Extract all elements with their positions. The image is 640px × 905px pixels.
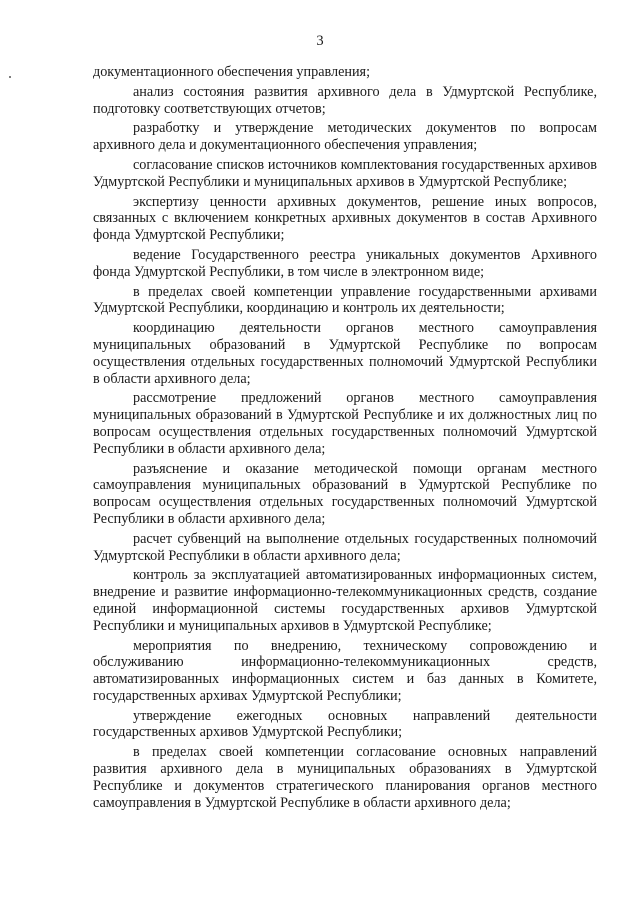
paragraph: анализ состояния развития архивного дела в Удмуртской Республике, подготовку соответствующих отчетов; [93, 83, 597, 117]
paragraph-continuation: документационного обеспечения управления; [93, 64, 371, 80]
paragraph: мероприятия по внедрению, техническому сопровождению и обслуживанию информационно-телекоммуникационных средств, автоматизированных информационных систем и баз данных в Комитете, государственных архивах Удмуртской Республики; [93, 637, 597, 704]
paragraph: согласование списков источников комплектования государственных архивов Удмуртской Республики и муниципальных архивов в Удмуртской Республике; [93, 156, 597, 190]
paragraph: ведение Государственного реестра уникальных документов Архивного фонда Удмуртской Республики, в том числе в электронном виде; [93, 246, 597, 280]
paragraph: рассмотрение предложений органов местного самоуправления муниципальных образований в Удмуртской Республике и их должностных лиц по вопросам осуществления отдельных государственных полномочий Удмуртской Республики в области архивного дела; [93, 390, 597, 457]
paragraph: экспертизу ценности архивных документов, решение иных вопросов, связанных с включением конкретных архивных документов в состав Архивного фонда Удмуртской Республики; [93, 193, 597, 244]
body-text [93, 64, 597, 814]
paragraph: расчет субвенций на выполнение отдельных государственных полномочий Удмуртской Республики в области архивного дела; [93, 530, 597, 564]
paragraph: контроль за эксплуатацией автоматизированных информационных систем, внедрение и развитие информационно-телекоммуникационных средств, создание единой информационной системы государственных архивов Удмуртской Республики и муниципальных архивов в Удмуртской Республике; [93, 567, 597, 634]
paragraph: разработку и утверждение методических документов по вопросам архивного дела и документационного обеспечения управления; [93, 120, 597, 154]
paragraph: утверждение ежегодных основных направлений деятельности государственных архивов Удмуртской Республики; [93, 707, 597, 741]
paragraph: в пределах своей компетенции согласование основных направлений развития архивного дела в муниципальных образованиях в Удмуртской Республике и документов стратегического планирования органов местного самоуправления в Удмуртской Республике в области архивного дела; [93, 744, 597, 811]
scan-speck [9, 76, 11, 78]
paragraph: координацию деятельности органов местного самоуправления муниципальных образований в Удмуртской Республике по вопросам осуществления отдельных государственных полномочий Удмуртской Республики в области архивного дела; [93, 320, 597, 387]
page-number: 3 [316, 33, 324, 49]
paragraph: разъяснение и оказание методической помощи органам местного самоуправления муниципальных образований в Удмуртской Республике по вопросам осуществления отдельных государственных полномочий Удмуртской Республики в области архивного дела; [93, 460, 597, 527]
paragraph: в пределах своей компетенции управление государственными архивами Удмуртской Республики, координацию и контроль их деятельности; [93, 283, 597, 317]
